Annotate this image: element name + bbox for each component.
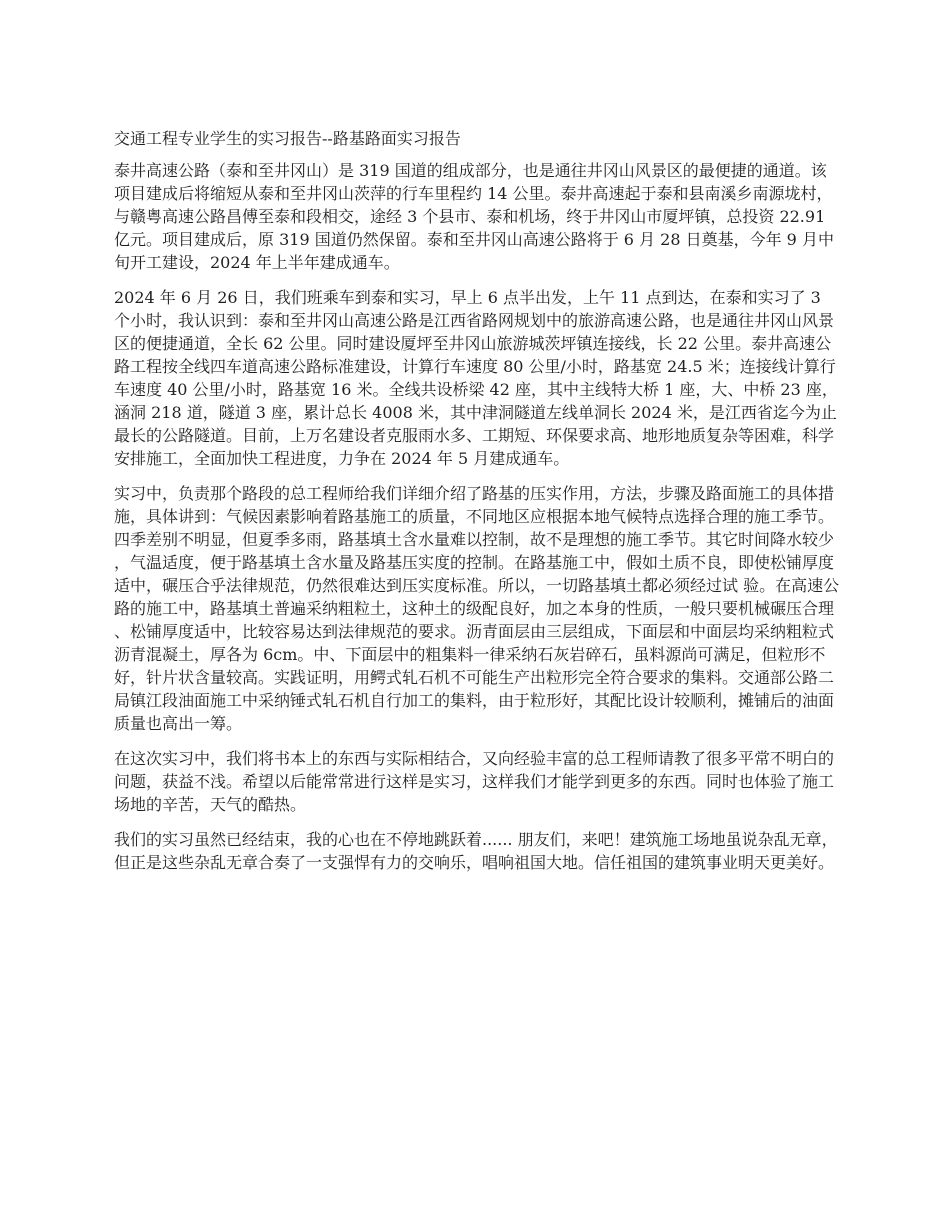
document-page (114, 127, 840, 886)
document-title: 交通工程专业学生的实习报告--路基路面实习报告 (114, 129, 461, 148)
paragraph-construction-details: 实习中，负责那个路段的总工程师给我们详细介绍了路基的压实作用，方法，步骤及路面施工的具体措施，具体讲到：气候因素影响着路基施工的质量，不同地区应根据本地气候特点选择合理的施工季节。四季差别不明显，但夏季多雨，路基填土含水量难以控制，故不是理想的施工季节。其它时间降水较少，气温适度，便于路基填土含水量及路基压实度的控制。在路基施工中，假如土质不良，即使松铺厚度适中，碾压合乎法律规范，仍然很难达到压实度标准。所以，一切路基填土都必须经过试 验。在高速公路的施工中，路基填土普遍采纳粗粒土，这种土的级配良好，加之本身的性质，一般只要机械碾压合理、松铺厚度适中，比较容易达到法律规范的要求。沥青面层由三层组成，下面层和中面层均采纳粗粒式沥青混凝土，厚各为 6cm。中、下面层中的粗集料一律采纳石灰岩碎石，虽料源尚可满足，但粒形不好，针片状含量较高。实践证明，用鳄式轧石机不可能生产出粒形完全符合要求的集料。交通部公路二局镇江段油面施工中采纳锤式轧石机自行加工的集料，由于粒形好，其配比设计较顺利，摊铺后的油面质量也高出一筹。 (114, 484, 840, 733)
paragraph-reflection: 在这次实习中，我们将书本上的东西与实际相结合，又向经验丰富的总工程师请教了很多平常不明白的问题，获益不浅。希望以后能常常进行这样是实习，这样我们才能学到更多的东西。同时也体验了施工场地的辛苦，天气的酷热。 (114, 749, 835, 814)
paragraph-field-trip: 2024 年 6 月 26 日，我们班乘车到泰和实习，早上 6 点半出发，上午 11 点到达，在泰和实习了 3 个小时，我认识到：泰和至井冈山高速公路是江西省路网规划中的旅游高速公路，也是通往井冈山风景区的便捷通道，全长 62 公里。同时建设厦坪至井冈山旅游城茨坪镇连接线，长 22 公里。泰井高速公路工程按全线四车道高速公路标准建设，计算行车速度 80 公里/小时，路基宽 24.5 米；连接线计算行车速度 40 公里/小时，路基宽 16 米。全线共设桥梁 42 座，其中主线特大桥 1 座，大、中桥 23 座，涵洞 218 道，隧道 3 座，累计总长 4008 米，其中津洞隧道左线单洞长 2024 米，是江西省迄今为止最长的公路隧道。目前，上万名建设者克服雨水多、工期短、环保要求高、地形地质复杂等困难，科学安排施工，全面加快工程进度，力争在 2024 年 5 月建成通车。 (114, 288, 838, 468)
paragraph-conclusion: 我们的实习虽然已经结束，我的心也在不停地跳跃着...... 朋友们，来吧！建筑施工场地虽说杂乱无章，但正是这些杂乱无章合奏了一支强悍有力的交响乐，唱响祖国大地。信任祖国的建筑事业明天更美好。 (114, 830, 838, 872)
paragraph-project-overview: 泰井高速公路（泰和至井冈山）是 319 国道的组成部分，也是通往井冈山风景区的最便捷的通道。该项目建成后将缩短从泰和至井冈山茨萍的行车里程约 14 公里。泰井高速起于泰和县南溪乡南源垅村，与赣粤高速公路昌傅至泰和段相交，途经 3 个县市、泰和机场，终于井冈山市厦坪镇，总投资 22.91 亿元。项目建成后，原 319 国道仍然保留。泰和至井冈山高速公路将于 6 月 28 日奠基，今年 9 月中旬开工建设，2024 年上半年建成通车。 (114, 161, 834, 272)
